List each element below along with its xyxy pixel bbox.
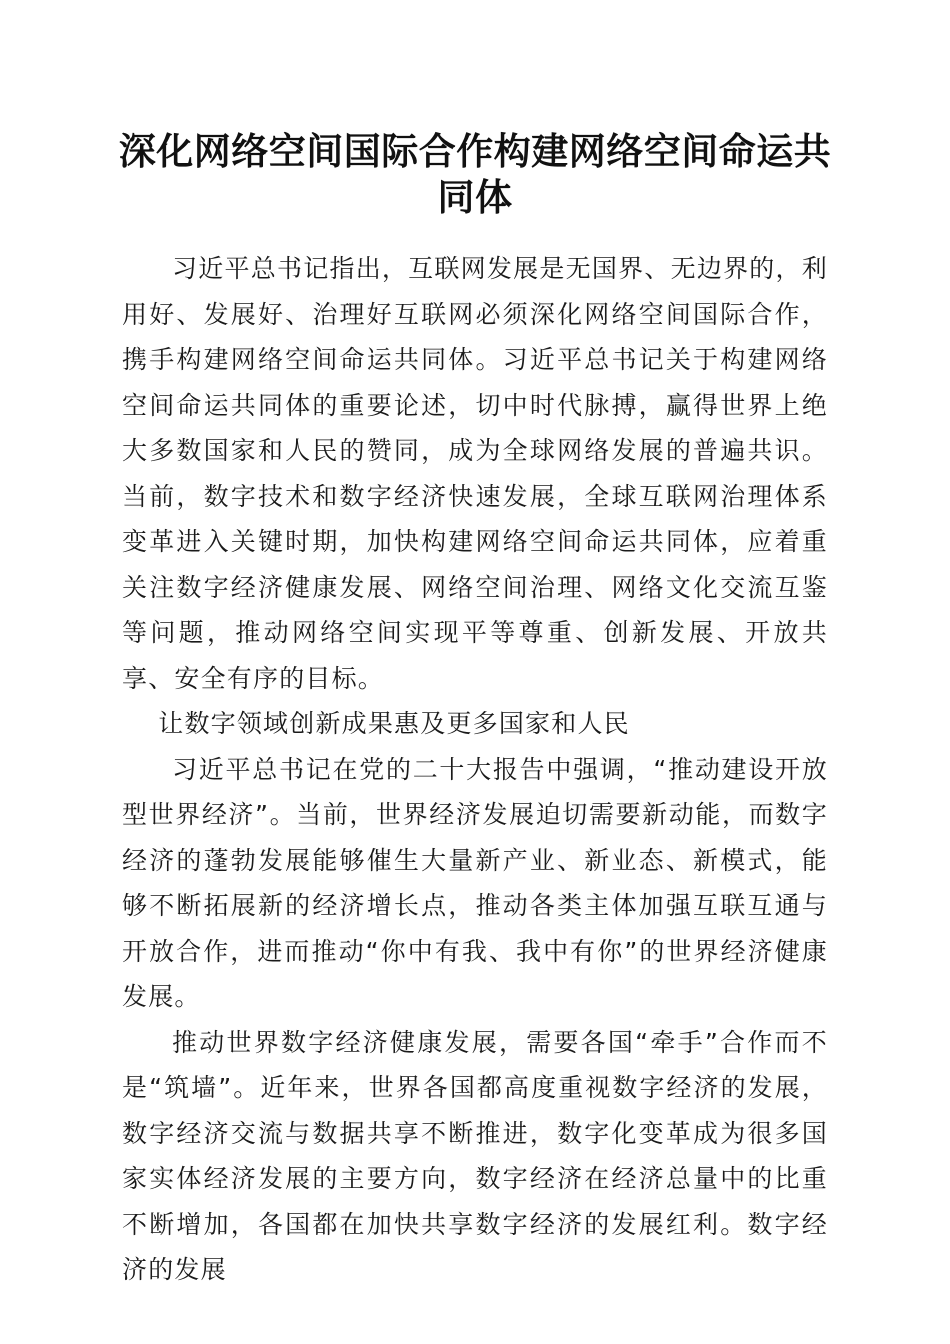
paragraph-open-economy: 习近平总书记在党的二十大报告中强调，“推动建设开放型世界经济”。当前，世界经济发展迫切需要新动能，而数字经济的蓬勃发展能够催生大量新产业、新业态、新模式，能够不断拓展新的经济增长点，推动各类主体加强互联互通与开放合作，进而推动“你中有我、我中有你”的世界经济健康发展。 xyxy=(122,754,828,1011)
section-heading: 让数字领域创新成果惠及更多国家和人民 xyxy=(158,709,630,738)
paragraph-intro: 习近平总书记指出，互联网发展是无国界、无边界的，利用好、发展好、治理好互联网必须深化网络空间国际合作，携手构建网络空间命运共同体。习近平总书记关于构建网络空间命运共同体的重要论述，切中时代脉搏，赢得世界上绝大多数国家和人民的赞同，成为全球网络发展的普遍共识。当前，数字技术和数字经济快速发展，全球互联网治理体系变革进入关键时期，加快构建网络空间命运共同体，应着重关注数字经济健康发展、网络空间治理、网络文化交流互鉴等问题，推动网络空间实现平等尊重、创新发展、开放共享、安全有序的目标。 xyxy=(122,254,828,693)
document-title: 深化网络空间国际合作构建网络空间命运共同体 xyxy=(118,129,832,219)
paragraph-digital-economy: 推动世界数字经济健康发展，需要各国“牵手”合作而不是“筑墙”。近年来，世界各国都高度重视数字经济的发展，数字经济交流与数据共享不断推进，数字化变革成为很多国家实体经济发展的主要方向，数字经济在经济总量中的比重不断增加，各国都在加快共享数字经济的发展红利。数字经济的发展 xyxy=(122,1027,828,1284)
document-body xyxy=(122,246,828,1293)
